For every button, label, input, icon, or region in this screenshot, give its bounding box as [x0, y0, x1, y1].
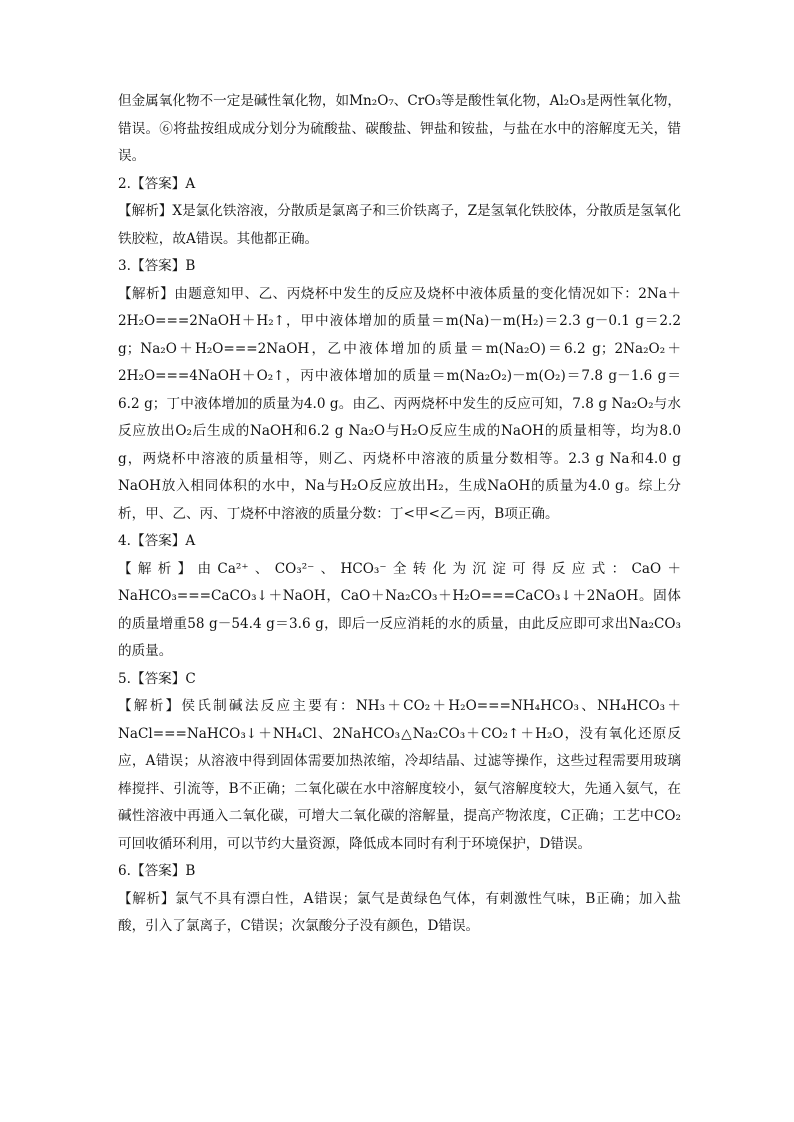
answer-6: 6.【答案】B	[118, 863, 196, 879]
document-body	[118, 88, 681, 941]
analysis-3: 【解析】由题意知甲、乙、丙烧杯中发生的反应及烧杯中液体质量的变化情况如下：2Na＋2H₂O===2NaOH＋H₂↑，甲中液体增加的质量＝m(Na)－m(H₂)＝2.3 g－0.1 g＝2.2 g；Na₂O＋H₂O===2NaOH，乙中液体增加的质量＝m(Na₂O)＝6.2 g；2Na₂O₂＋2H₂O===4NaOH＋O₂↑，丙中液体增加的质量＝m(Na₂O₂)－m(O₂)＝7.8 g－1.6 g＝6.2 g；丁中液体增加的质量为4.0 g。由乙、丙两烧杯中发生的反应可知，7.8 g Na₂O₂与水反应放出O₂后生成的NaOH和6.2 g Na₂O与H₂O反应生成的NaOH的质量相等，均为8.0 g，两烧杯中溶液的质量相等，则乙、丙烧杯中溶液的质量分数相等。2.3 g Na和4.0 g NaOH放入相同体积的水中，Na与H₂O反应放出H₂，生成NaOH的质量为4.0 g。综上分析，甲、乙、丙、丁烧杯中溶液的质量分数：丁<甲<乙＝丙，B项正确。	[118, 285, 681, 522]
analysis-2: 【解析】X是氯化铁溶液，分散质是氯离子和三价铁离子，Z是氢氧化铁胶体，分散质是氢氧化铁胶粒，故A错误。其他都正确。	[118, 203, 681, 247]
analysis-6: 【解析】氯气不具有漂白性，A错误；氯气是黄绿色气体，有刺激性气味，B正确；加入盐酸，引入了氯离子，C错误；次氯酸分子没有颜色，D错误。	[118, 890, 681, 934]
answer-4: 4.【答案】A	[118, 533, 196, 549]
analysis-4: 【解析】由Ca²⁺、CO₃²⁻、HCO₃⁻全转化为沉淀可得反应式：CaO＋NaHCO₃===CaCO₃↓＋NaOH，CaO＋Na₂CO₃＋H₂O===CaCO₃↓＋2NaOH。固体的质量增重58 g－54.4 g＝3.6 g，即后一反应消耗的水的质量，由此反应即可求出Na₂CO₃的质量。	[118, 560, 681, 659]
answer-5: 5.【答案】C	[118, 670, 196, 687]
answer-3: 3.【答案】B	[118, 258, 196, 274]
analysis-5: 【解析】侯氏制碱法反应主要有：NH₃＋CO₂＋H₂O===NH₄HCO₃、NH₄HCO₃＋NaCl===NaHCO₃↓＋NH₄Cl、2NaHCO₃△Na₂CO₃＋CO₂↑＋H₂O，没有氧化还原反应，A错误；从溶液中得到固体需要加热浓缩，冷却结晶、过滤等操作，这些过程需要用玻璃棒搅拌、引流等，B不正确；二氧化碳在水中溶解度较小，氨气溶解度较大，先通入氨气，在碱性溶液中再通入二氧化碳，可增大二氧化碳的溶解量，提高产物浓度，C正确；工艺中CO₂可回收循环利用，可以节约大量资源，降低成本同时有利于环境保护，D错误。	[118, 698, 681, 852]
intro-paragraph: 但金属氧化物不一定是碱性氧化物，如Mn₂O₇、CrO₃等是酸性氧化物，Al₂O₃是两性氧化物，错误。⑥将盐按组成成分划分为硫酸盐、碳酸盐、钾盐和铵盐，与盐在水中的溶解度无关，错误。	[118, 93, 682, 164]
answer-2: 2.【答案】A	[118, 175, 196, 192]
